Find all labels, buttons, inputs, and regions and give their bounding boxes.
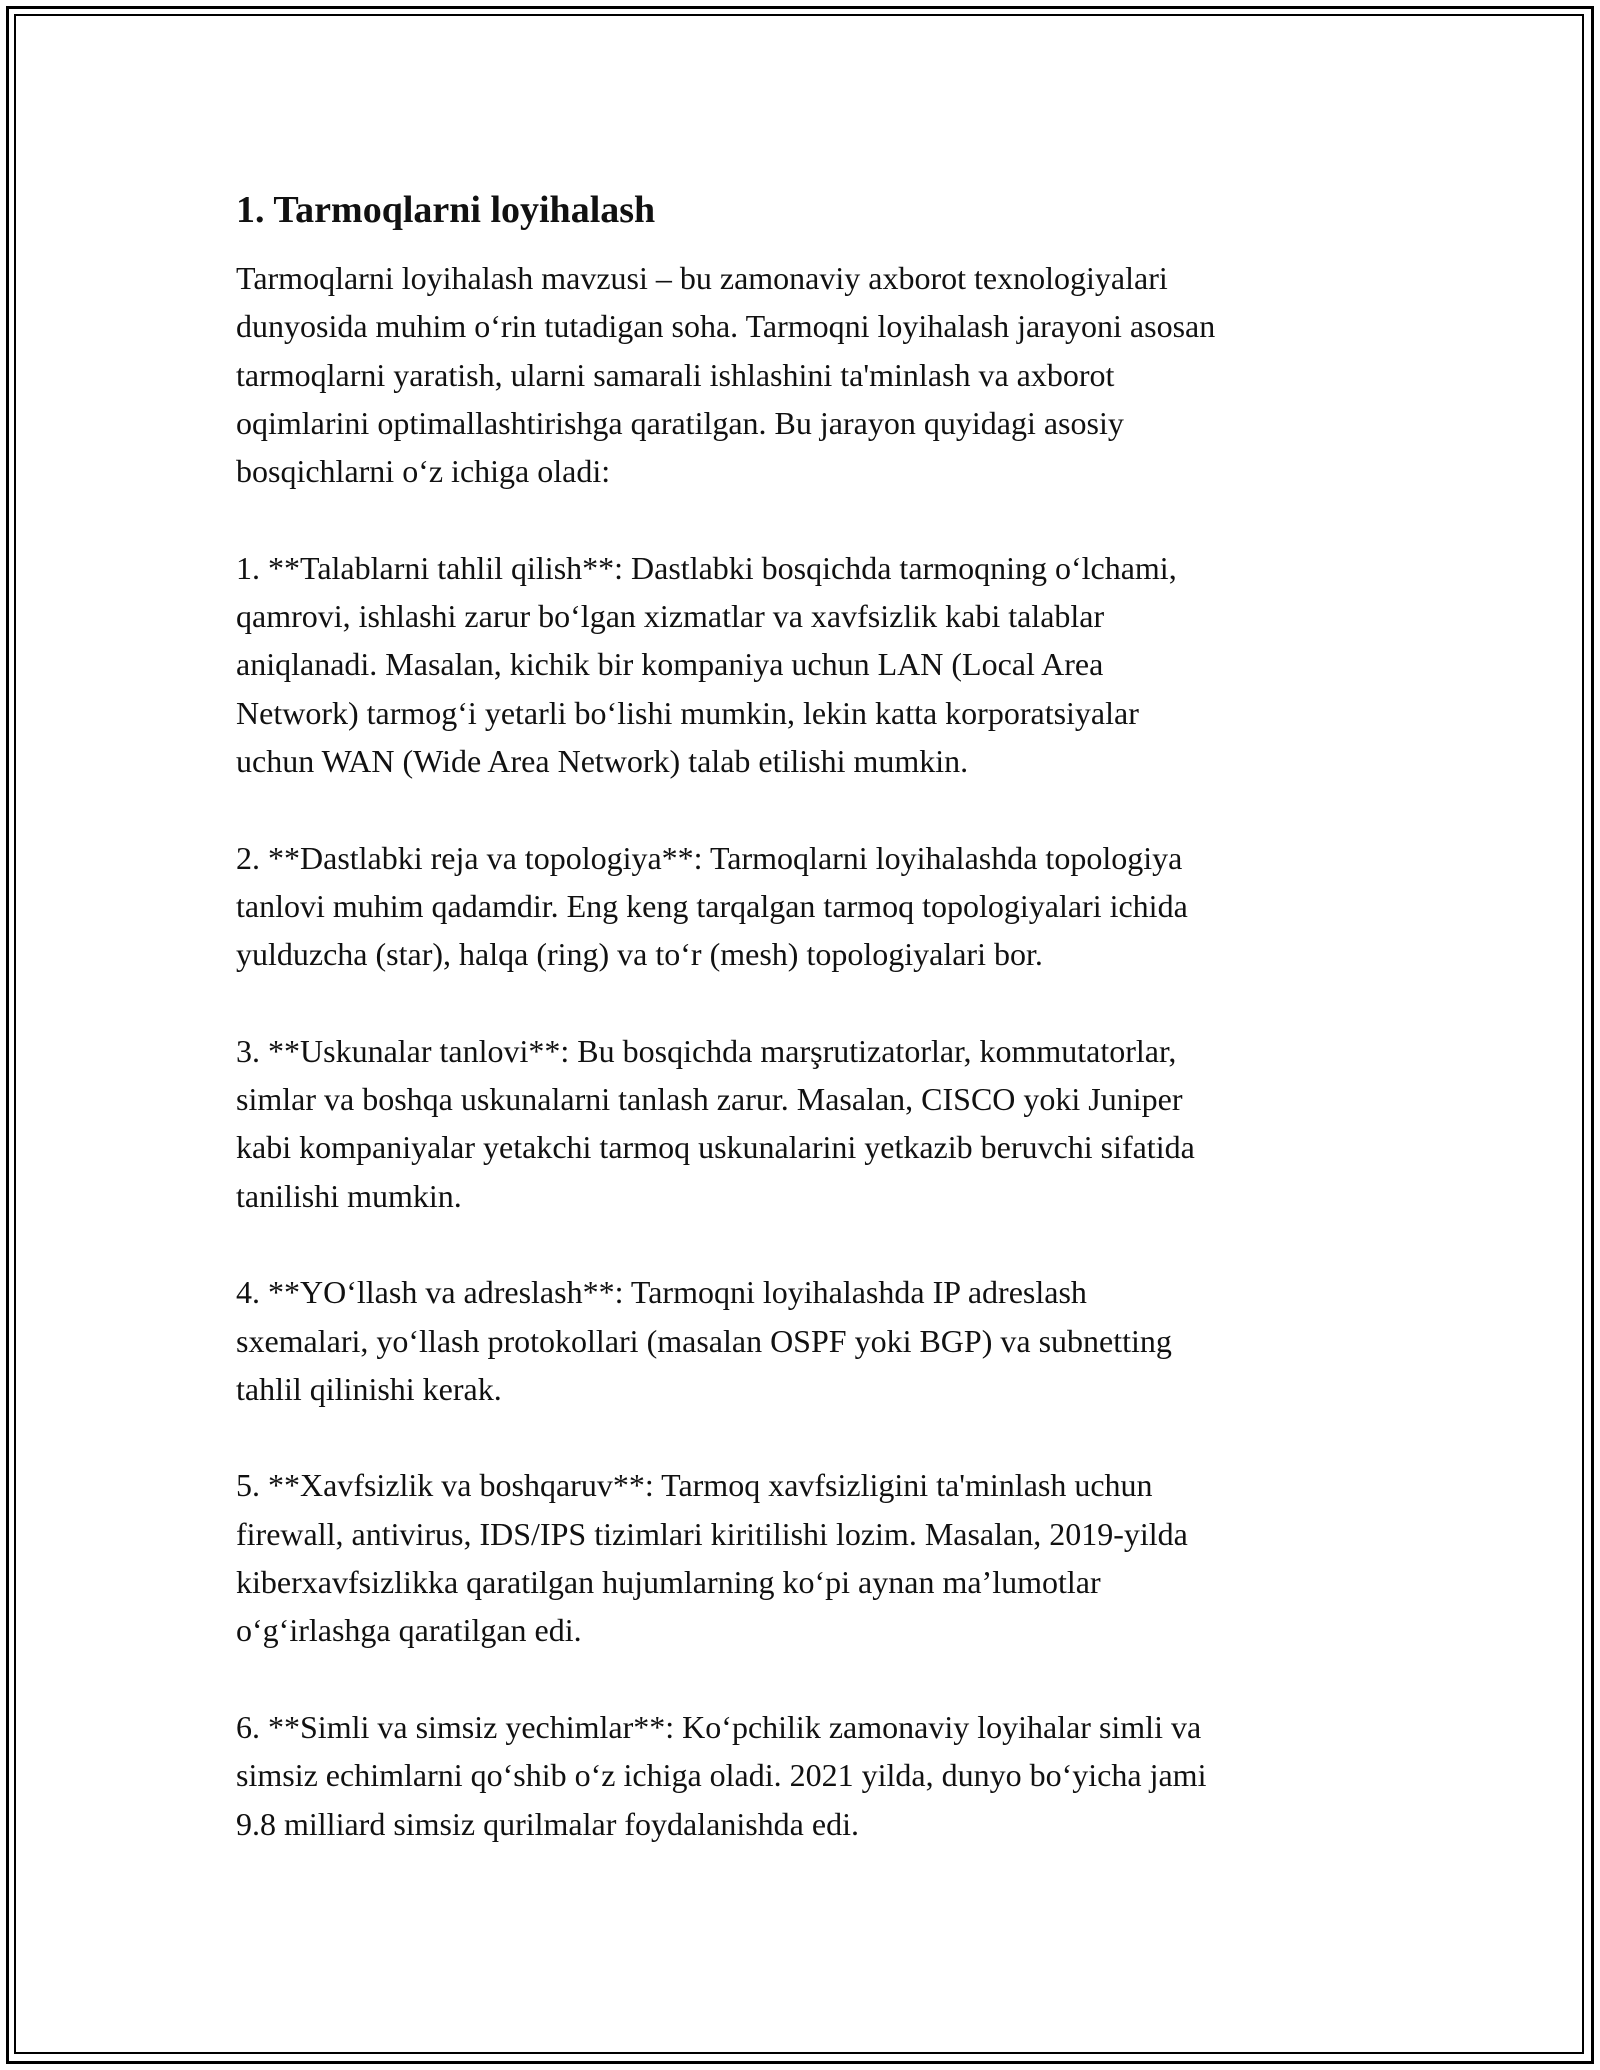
- text-line: tahlil qilinishi kerak.: [236, 1370, 502, 1407]
- text-line: kabi kompaniyalar yetakchi tarmoq uskunalarini yetkazib beruvchi sifatida: [236, 1129, 1195, 1166]
- list-item-wireless: [236, 1703, 1386, 1848]
- text-line: 9.8 milliard simsiz qurilmalar foydalanishda edi.: [236, 1805, 859, 1842]
- text-line: tanlovi muhim qadamdir. Eng keng tarqalgan tarmoq topologiyalari ichida: [236, 887, 1188, 924]
- text-line: 5. **Xavfsizlik va boshqaruv**: Tarmoq xavfsizligini ta'minlash uchun: [236, 1467, 1153, 1504]
- text-line: 1. **Talablarni tahlil qilish**: Dastlabki bosqichda tarmoqning oʻlchami,: [236, 549, 1177, 586]
- intro-paragraph: [236, 254, 1386, 495]
- text-line: qamrovi, ishlashi zarur boʻlgan xizmatlar va xavfsizlik kabi talablar: [236, 598, 1105, 635]
- text-line: simsiz echimlarni qoʻshib oʻz ichiga oladi. 2021 yilda, dunyo boʻyicha jami: [236, 1757, 1207, 1794]
- text-line: 3. **Uskunalar tanlovi**: Bu bosqichda marşrutizatorlar, kommutatorlar,: [236, 1032, 1177, 1069]
- list-item-equipment: [236, 1027, 1386, 1220]
- text-line: aniqlanadi. Masalan, kichik bir kompaniya uchun LAN (Local Area: [236, 646, 1104, 683]
- text-line: sxemalari, yoʻllash protokollari (masalan OSPF yoki BGP) va subnetting: [236, 1322, 1172, 1359]
- text-line: Network) tarmogʻi yetarli boʻlishi mumkin, lekin katta korporatsiyalar: [236, 694, 1139, 731]
- list-item-routing: [236, 1268, 1386, 1413]
- text-line: simlar va boshqa uskunalarni tanlash zarur. Masalan, CISCO yoki Juniper: [236, 1081, 1183, 1118]
- text-line: Tarmoqlarni loyihalash mavzusi – bu zamonaviy axborot texnologiyalari: [236, 260, 1168, 296]
- document-body: [236, 186, 1386, 1896]
- text-line: 6. **Simli va simsiz yechimlar**: Koʻpchilik zamonaviy loyihalar simli va: [236, 1708, 1202, 1745]
- text-line: oqimlarini optimallashtirishga qaratilgan. Bu jarayon quyidagi asosiy: [236, 404, 1124, 441]
- text-line: dunyosida muhim oʻrin tutadigan soha. Tarmoqni loyihalash jarayoni asosan: [236, 308, 1216, 345]
- list-item-requirements: [236, 544, 1386, 785]
- text-line: kiberxavfsizlikka qaratilgan hujumlarning koʻpi aynan ma’lumotlar: [236, 1564, 1101, 1601]
- text-line: 2. **Dastlabki reja va topologiya**: Tarmoqlarni loyihalashda topologiya: [236, 839, 1183, 876]
- text-line: uchun WAN (Wide Area Network) talab etilishi mumkin.: [236, 742, 969, 779]
- text-line: 4. **YOʻllash va adreslash**: Tarmoqni loyihalashda IP adreslash: [236, 1274, 1087, 1311]
- list-item-security: [236, 1461, 1386, 1654]
- text-line: yulduzcha (star), halqa (ring) va toʻr (mesh) topologiyalari bor.: [236, 936, 1043, 973]
- text-line: bosqichlarni oʻz ichiga oladi:: [236, 453, 611, 490]
- document-title: 1. Tarmoqlarni loyihalash: [236, 189, 656, 231]
- text-line: firewall, antivirus, IDS/IPS tizimlari kiritilishi lozim. Masalan, 2019-yilda: [236, 1515, 1188, 1552]
- text-line: tanilishi mumkin.: [236, 1177, 462, 1214]
- list-item-topology: [236, 834, 1386, 979]
- text-line: tarmoqlarni yaratish, ularni samarali ishlashini ta'minlash va axborot: [236, 356, 1115, 393]
- text-line: oʻgʻirlashga qaratilgan edi.: [236, 1612, 582, 1649]
